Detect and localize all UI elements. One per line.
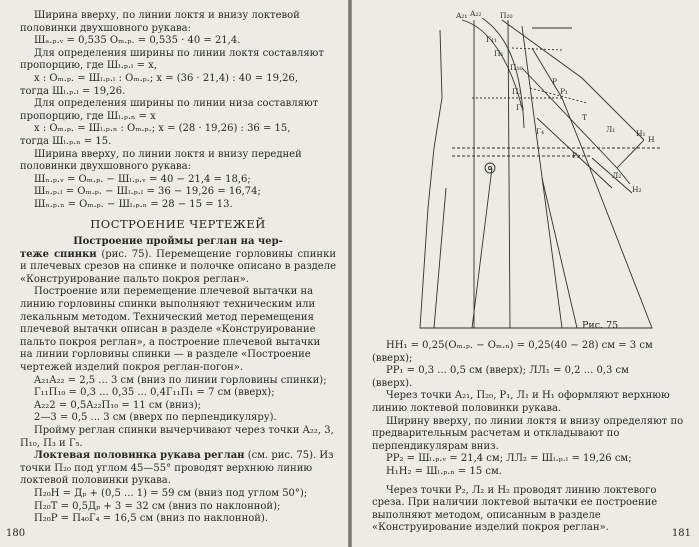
subsection-heading: Построение проймы реглан на чер- — [73, 236, 283, 248]
text-line — [372, 416, 684, 454]
text-line — [20, 412, 336, 425]
text-line — [20, 286, 336, 374]
point-label: Т — [582, 113, 588, 122]
text-line — [372, 353, 684, 366]
text-line — [20, 387, 336, 400]
line-text: Через точки Р₂, Л₂ и Н₂ проводят линию локтевого среза. При наличии локтевой вытачки ее построение выполняют методом, описанным в разделе «Конструирование изделий покроя реглан». — [372, 484, 658, 534]
left-page — [0, 0, 348, 547]
text-line — [20, 98, 336, 123]
line-text: Ширина вверху, по линии локтя и внизу передней половинки двухшовного рукава: — [20, 148, 302, 173]
text-line — [20, 501, 336, 514]
point-label: П₃ — [512, 87, 522, 96]
line-text: П₂₀Р = П₄₀Г₄ = 16,5 см (вниз по наклонной). — [34, 513, 269, 525]
line-text: Построение или перемещение плечевой вытачки на линию горловины спинки выполняют техническим или лекальным методом. Технический метод перемещения плечевой вытачки описан в разделе «Конструирование пальто покроя реглан», а построение плечевой вытачки на линии горловины спинки — в разделе «Построение чертежей изделий покроя реглан-погон». — [20, 286, 321, 374]
line-text: A₂₁A₂₂ = 2,5 ... 3 см (вниз по линии горловины спинки); — [34, 374, 327, 386]
text-line — [20, 174, 336, 187]
line-text: П₂₀Т = 0,5Дₚ + 3 = 32 см (вниз по наклонной); — [34, 500, 281, 512]
line-text: x : Оₘ.ₚ. = Шₗ.ₚ.ₙ : Оₘ.ₚ.; x = (28 · 19,26) : 36 = 15, — [34, 123, 291, 135]
text-line — [20, 199, 336, 212]
right-page — [352, 0, 699, 547]
line-text: 2—3 = 0,5 ... 3 см (вверх по перпендикуляру). — [34, 412, 277, 424]
text-line — [20, 35, 336, 48]
point-label: A₂₂ — [470, 9, 482, 18]
point-label: Г₁₁ — [486, 35, 497, 44]
text-line — [372, 453, 684, 466]
point-label: Н₁ — [636, 129, 646, 138]
right-page-text — [372, 340, 684, 535]
point-label: Л₂ — [612, 171, 622, 180]
text-line — [20, 400, 336, 413]
point-label: Г₅ — [516, 103, 524, 112]
line-text: Шₙ.ₚ.ₙ = Оₘ.ₚ. − Шₗ.ₚ.ₙ = 28 − 15 = 13. — [34, 198, 233, 210]
text-line — [20, 48, 336, 73]
point-label: Р₂ — [572, 151, 581, 160]
line-text: x : Оₘ.ₚ. = Шₗ.ₚ.ₗ : Оₘ.ₚ.; x = (36 · 21,4) : 40 = 19,26, — [34, 72, 299, 84]
figure-caption: Рис. 75 — [582, 320, 619, 331]
line-text: тогда Шₗ.ₚ.ₙ = 15. — [20, 135, 112, 147]
text-line — [20, 425, 336, 450]
bold-term: Локтевая половинка рукава реглан — [34, 450, 245, 462]
line-text: (вверх); — [372, 352, 413, 364]
line-text: Ширина вверху, по линии локтя и внизу локтевой половинки двухшовного рукава: — [20, 10, 300, 34]
point-label: Г₄ — [536, 127, 544, 136]
point-label: П₁ — [494, 49, 504, 58]
point-label: Р — [552, 77, 558, 86]
text-line — [372, 340, 684, 353]
point-label: Н₂ — [632, 185, 642, 194]
page-number: 180 — [6, 528, 26, 539]
line-text: Н₁Н₂ = Шₗ.ₚ.ₙ = 15 см. — [386, 465, 502, 477]
text-line — [20, 86, 336, 99]
text-line — [20, 249, 336, 287]
text-line — [20, 488, 336, 501]
line-text: П₂₀Н = Дₚ + (0,5 ... 1) = 59 см (вниз под углом 50°); — [34, 487, 308, 499]
line-text: Ширину вверху, по линии локтя и внизу определяют по предварительным расчетам и откладывают по перпендикулярам вниз. — [372, 415, 684, 452]
point-label: A₂₁ — [456, 11, 468, 20]
line-text: Пройму реглан спинки вычерчивают через точки A₂₂, 3, П₁₀, П₃ и Г₅. — [20, 425, 334, 449]
text-line — [372, 378, 684, 391]
text-line — [20, 186, 336, 199]
text-line — [20, 149, 336, 174]
line-text: (рис. 75). Перемещение горловины спинки и плечевых срезов на спинке и полочке описано в разделе «Конструирование пальто покроя реглан». — [20, 248, 336, 285]
line-text: НН₁ = 0,25(Оₘ.ₚ. − Оₘ.ₙ) = 0,25(40 − 28) см = 3 см — [386, 340, 653, 351]
left-page-text — [20, 10, 336, 526]
left-text-block-2 — [20, 249, 336, 526]
text-line — [372, 390, 684, 415]
text-line — [20, 136, 336, 149]
line-text: Через точки A₂₁, П₂₀, Р₁, Л₁ и Н₁ оформляют верхнюю линию локтевой половинки рукава. — [372, 390, 670, 414]
text-line — [20, 375, 336, 388]
line-text: A₂₂2 = 0,5A₂₂П₁₀ = 11 см (вниз); — [34, 399, 202, 411]
page-number: 181 — [671, 528, 691, 539]
section-heading: ПОСТРОЕНИЕ ЧЕРТЕЖЕЙ — [90, 216, 266, 231]
text-line — [20, 10, 336, 35]
line-text: Для определения ширины по линии низа составляют пропорцию, где Шₗ.ₚ.ₙ = x — [20, 98, 319, 122]
point-label: П₁₀ — [510, 63, 523, 72]
line-text: РР₁ = 0,3 ... 0,5 см (вверх); ЛЛ₁ = 0,2 ... 0,3 см — [386, 365, 629, 377]
left-text-block-1 — [20, 10, 336, 212]
line-text: Шₙ.ₚ.ₗ = Оₘ.ₚ. − Шₗ.ₚ.ₗ = 36 − 19,26 = 16,74; — [34, 186, 261, 198]
pattern-drawing-figure-75 — [412, 8, 682, 333]
point-label: Н — [648, 135, 655, 144]
line-text: Шₐ.ₚ.ᵥ = 0,535 Оₘ.ₚ. = 0,535 · 40 = 21,4. — [34, 35, 241, 47]
text-line — [20, 123, 336, 136]
right-text-block — [372, 340, 684, 535]
line-text: тогда Шₗ.ₚ.ₗ = 19,26. — [20, 85, 126, 97]
text-line — [372, 365, 684, 378]
text-line — [20, 73, 336, 86]
line-text: (вверх). — [372, 377, 413, 389]
text-line — [20, 450, 336, 488]
line-text: Для определения ширины по линии локтя составляют пропорцию, где Шₗ.ₚ.ₗ = x, — [20, 47, 324, 72]
line-text: (см. рис. 75). Из точки П₂₀ под углом 45—55° проводят верхнюю линию локтевой половинки рукава. — [20, 450, 334, 487]
point-label: Р₁ — [560, 87, 569, 96]
line-text: Г₁₁П₁₀ = 0,3 ... 0,35 ... 0,4Г₁₁П₁ = 7 см (вверх); — [34, 387, 275, 399]
line-text: РР₂ = Шₗ.ₚ.ᵥ = 21,4 см; ЛЛ₂ = Шₗ.ₚ.ₗ = 19,26 см; — [386, 453, 632, 465]
text-line — [372, 485, 684, 535]
text-line — [20, 513, 336, 526]
point-label: Л₁ — [606, 125, 616, 134]
bold-term: теже спинки — [20, 248, 97, 260]
point-label: П₂₀ — [500, 11, 513, 20]
line-text: Шₙ.ₚ.ᵥ = Оₘ.ₚ. − Шₗ.ₚ.ᵥ = 40 − 21,4 = 18,6; — [34, 173, 251, 185]
text-line — [372, 466, 684, 479]
